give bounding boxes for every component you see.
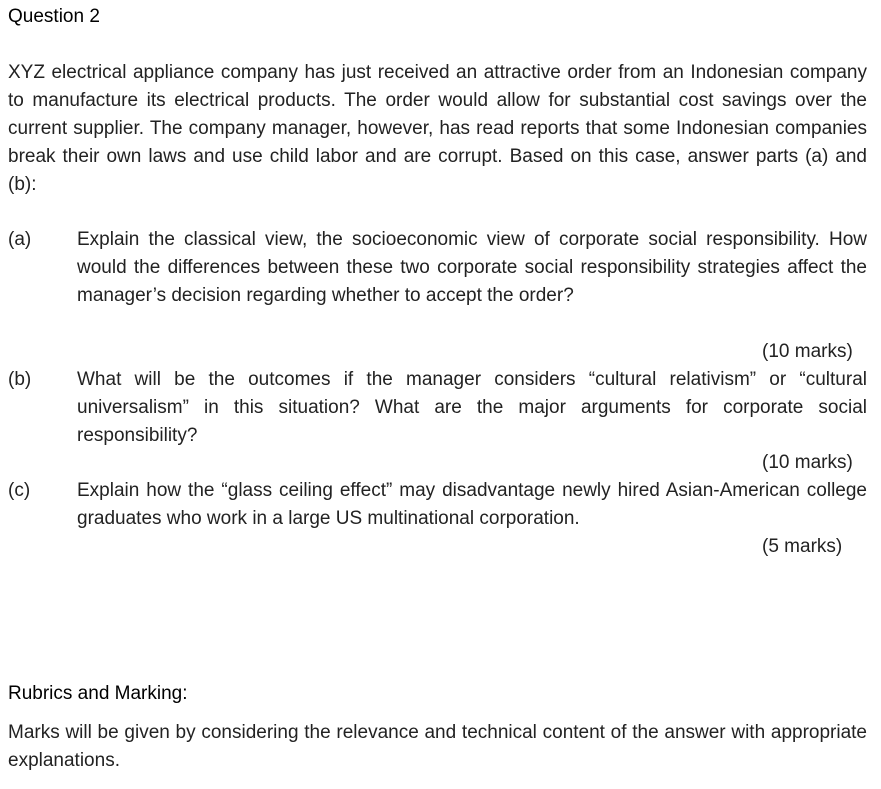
part-b-marks: (10 marks): [762, 452, 853, 473]
part-b-label: (b): [8, 369, 32, 390]
part-c-marks: (5 marks): [762, 536, 843, 557]
rubrics-title: Rubrics and Marking:: [8, 683, 188, 704]
question-intro: XYZ electrical appliance company has just received an attractive order from an Indonesian company to manufacture its electrical products. The order would allow for substantial cost savings over the current supplier. The company manager, however, has read reports that some Indonesian companies break their own laws and use child labor and are corrupt. Based on this case, answer parts (a) and (b):: [8, 62, 867, 195]
question-title: Question 2: [8, 6, 100, 27]
part-a-label: (a): [8, 229, 32, 250]
part-a-marks: (10 marks): [762, 341, 853, 362]
part-b-text: What will be the outcomes if the manager considers “cultural relativism” or “cultural universalism” in this situation? What are the major arguments for corporate social responsibility?: [77, 369, 867, 446]
rubrics-text: Marks will be given by considering the relevance and technical content of the answer with appropriate explanations.: [8, 722, 867, 771]
part-a-text: Explain the classical view, the socioeconomic view of corporate social responsibility. How would the differences between these two corporate social responsibility strategies affect the manager’s decision regarding whether to accept the order?: [77, 229, 867, 306]
part-c-text: Explain how the “glass ceiling effect” may disadvantage newly hired Asian-American college graduates who work in a large US multinational corporation.: [77, 480, 867, 529]
part-c-label: (c): [8, 480, 31, 501]
